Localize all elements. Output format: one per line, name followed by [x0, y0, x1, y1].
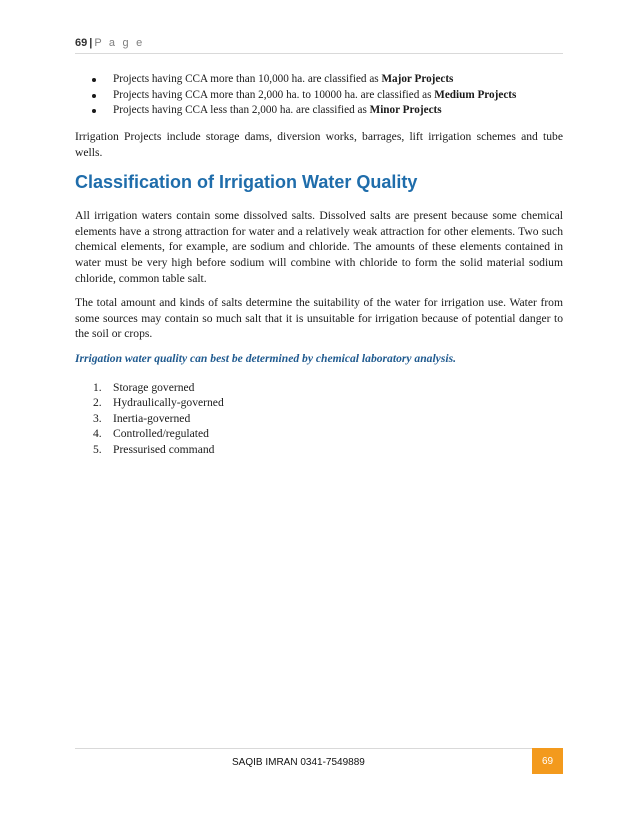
footer-page-badge: 69 [532, 748, 563, 774]
page-header [75, 37, 144, 49]
emphasis-statement: Irrigation water quality can best be determined by chemical laboratory analysis. [75, 352, 456, 365]
list-item: Projects having CCA less than 2,000 ha. are classified as Minor Projects [92, 103, 516, 119]
list-item: 1. Storage governed [93, 381, 195, 394]
dissolved-salts-paragraph: All irrigation waters contain some dissolved salts. Dissolved salts are present because some chemical elements have a strong attraction for water and a relatively weak attraction for other elements. Two such chemical elements, for example, are sodium and chloride. The amounts of these elements contained in water must be very high before sodium will combine with chloride to form the solid material sodium chloride, common table salt. [75, 209, 563, 285]
irrigation-projects-paragraph: Irrigation Projects include storage dams, diversion works, barrages, lift irrigation schemes and tube wells. [75, 130, 563, 159]
footer-author: SAQIB IMRAN 0341-7549889 [232, 757, 365, 768]
header-separator: | [89, 37, 93, 49]
header-page-word: P a g e [94, 37, 145, 49]
bullet-icon [92, 109, 96, 113]
bullet-icon [92, 94, 96, 98]
list-item: Projects having CCA more than 2,000 ha. to 10000 ha. are classified as Medium Projects [92, 88, 516, 104]
list-item: 5. Pressurised command [93, 442, 215, 456]
list-item: 4. Controlled/regulated [93, 427, 209, 441]
bullet-icon [92, 78, 96, 82]
section-heading: Classification of Irrigation Water Quality [75, 172, 418, 192]
list-item: 2. Hydraulically-governed [93, 396, 224, 410]
header-divider [75, 53, 563, 54]
list-item: 3. Inertia-governed [93, 411, 191, 425]
header-page-number: 69 [75, 37, 88, 49]
footer-divider [75, 748, 563, 749]
salt-suitability-paragraph: The total amount and kinds of salts determine the suitability of the water for irrigation use. Water from some sources may contain so much salt that it is unsuitable for irrigation because of potential danger to the soil or crops. [75, 296, 563, 341]
list-item: Projects having CCA more than 10,000 ha. are classified as Major Projects [92, 72, 516, 88]
project-classification-list [92, 72, 516, 119]
numbered-list [93, 380, 224, 457]
